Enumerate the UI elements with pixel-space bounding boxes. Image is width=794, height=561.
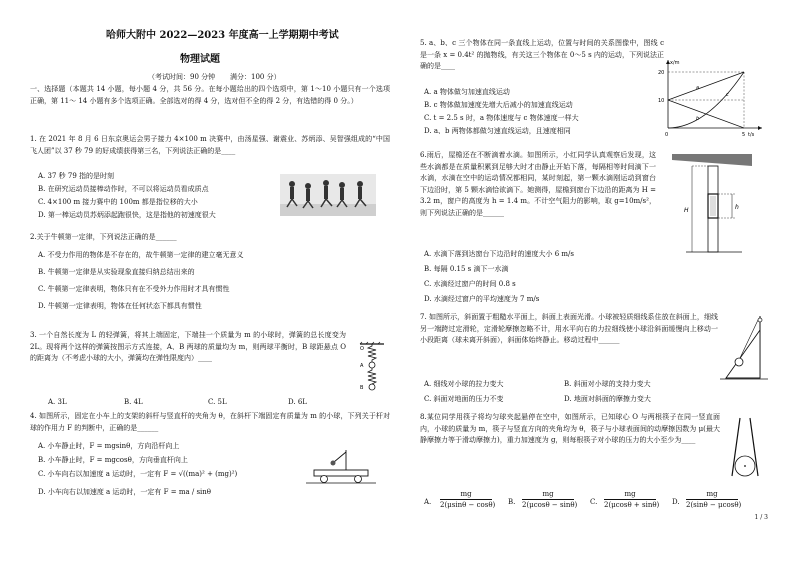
q5-xtick-5: 5 bbox=[742, 132, 746, 138]
q2-stem: 2.关于牛顿第一定律，下列说法正确的是______ bbox=[30, 233, 177, 241]
q5-option-b: B. c 物体做加速度先增大后减小的加速直线运动 bbox=[424, 101, 573, 109]
q8-option-c-bar bbox=[604, 499, 656, 500]
q6-label-h-lower: h bbox=[735, 204, 739, 211]
q1-stem: 1. 在 2021 年 8 月 6 日东京奥运会男子接力 4×100 m 决赛中，由汤星强、谢震业、苏炳添、吴智强组成的“中国飞人团”以 37 秒 79 的好成绩获得第三名，下列说法正确的是____ bbox=[30, 135, 390, 155]
q2-option-a: A. 不受力作用的物体是不存在的，故牛顿第一定律的建立毫无意义 bbox=[38, 251, 244, 259]
q3-stem: 3. 一个自然长度为 L 的轻弹簧，将其上端固定，下端挂一个质量为 m 的小球时，弹簧的总长度变为 2L。现将两个这样的弹簧按图示方式连接，A、B 两球的质量均为 m，则两球平衡时，B 球距悬点 O 的距离为（不考虑小球的大小，弹簧均在弹性限度内）____ bbox=[30, 331, 346, 363]
q8-option-d-bar bbox=[686, 499, 738, 500]
q6-option-b: B. 每隔 0.15 s 滴下一水滴 bbox=[424, 265, 509, 273]
q5-ytick-10: 10 bbox=[658, 98, 665, 104]
q6-eave-window-figure bbox=[672, 154, 758, 254]
q8-option-c-num: mg bbox=[624, 490, 636, 498]
q3-option-a: A. 3L bbox=[48, 398, 67, 406]
q8-chopsticks-figure bbox=[724, 416, 766, 482]
q5-curve-b: b bbox=[696, 116, 700, 122]
q1-runners-photo bbox=[280, 174, 376, 216]
exam-time: （考试时间：90 分钟 bbox=[148, 73, 216, 81]
q8-stem: 8.某位同学用筷子将均匀球夹起悬停在空中，如图所示，已知球心 O 与两根筷子在同一竖直面内，小球的质量为 m，筷子与竖直方向的夹角均为 θ，筷子与小球表面间的动摩擦因数为 μ(最大静摩擦力等于滑动摩擦力)，重力加速度为 g，则每根筷子对小球的压力的大小至少为____ bbox=[420, 413, 720, 445]
q1-option-d: D. 第一棒运动员苏炳添起跑很快，这是指他的初速度很大 bbox=[38, 211, 216, 219]
q7-option-c: C. 斜面对地面的压力不变 bbox=[424, 395, 504, 403]
q5-option-d: D. a、b 两物体都做匀速直线运动，且速度相同 bbox=[424, 127, 571, 135]
q4-option-a: A. 小车静止时，F = mgsinθ，方向沿杆向上 bbox=[38, 442, 180, 450]
q3-option-d: D. 6L bbox=[288, 398, 307, 406]
q6-stem: 6.雨后，屋檐还在不断滴着水滴。如图所示，小红同学认真观察后发现，这些水滴都是在质量积累到足够大时才由静止开始下落，每隔相等时间滴下一水滴，水滴在空中的运动情况都相同，某时刻起，第一颗水滴刚运动到窗台下边沿时，第 5 颗水滴恰欲滴下。她测得，屋檐到窗台下边沿的距离为 H = 3.2 m，窗户的高度为 h = 1.4 m。不计空气阻力的影响，取 g=10m/s²，则下列说法正确的是______ bbox=[420, 151, 656, 217]
q3-label-b: B bbox=[360, 385, 364, 391]
q8-option-b-num: mg bbox=[542, 490, 554, 498]
q6-option-d: D. 水滴经过窗户的平均速度为 7 m/s bbox=[424, 295, 540, 303]
q6-label-h-upper: H bbox=[684, 207, 689, 214]
q8-option-a-letter: A. bbox=[424, 498, 432, 506]
q5-stem: 5. a、b、c 三个物体在同一条直线上运动，位置与时间的关系图像中，图线 c 是一条 x = 0.4t² 的抛物线，有关这三个物体在 0～5 s 内的运动，下列说法正确的是____ bbox=[420, 39, 664, 71]
q8-option-a-den: 2(μsinθ − cosθ) bbox=[440, 501, 496, 509]
q2-option-c: C. 牛顿第一定律表明，物体只有在不受外力作用时才具有惯性 bbox=[38, 285, 230, 293]
q3-label-o: O bbox=[360, 346, 364, 352]
q1-option-b: B. 在研究运动员接棒动作时，不可以将运动员看成质点 bbox=[38, 185, 209, 193]
q8-option-a-bar bbox=[440, 499, 492, 500]
q8-option-b-den: 2(μcosθ − sinθ) bbox=[522, 501, 578, 509]
q5-xt-graph bbox=[658, 56, 766, 140]
q1-option-a: A. 37 秒 79 指的是时刻 bbox=[38, 172, 114, 180]
q5-curve-a: a bbox=[696, 85, 700, 91]
q5-option-c: C. t = 2.5 s 时，a 物体速度与 c 物体速度一样大 bbox=[424, 114, 579, 122]
q2-option-b: B. 牛顿第一定律是从实验现象直接归纳总结出来的 bbox=[38, 268, 195, 276]
q1-option-c: C. 4×100 m 接力赛中的 100m 都是指位移的大小 bbox=[38, 198, 198, 206]
q5-ytick-20: 20 bbox=[658, 70, 665, 76]
q3-option-b: B. 4L bbox=[124, 398, 143, 406]
q8-option-c-den: 2(μcosθ + sinθ) bbox=[604, 501, 660, 509]
q3-label-a: A bbox=[360, 363, 364, 369]
q8-option-d-letter: D. bbox=[672, 498, 680, 506]
q6-option-c: C. 水滴经过窗户的时间 0.8 s bbox=[424, 280, 516, 288]
q5-xlabel: t/s bbox=[748, 132, 755, 138]
q8-option-a-num: mg bbox=[460, 490, 472, 498]
q7-option-d: D. 地面对斜面的摩擦力变大 bbox=[564, 395, 651, 403]
q8-option-b-letter: B. bbox=[508, 498, 516, 506]
q5-option-a: A. a 物体做匀加速直线运动 bbox=[424, 88, 510, 96]
q5-ylabel: x/m bbox=[670, 60, 680, 66]
q4-stem: 4. 如图所示，固定在小车上的支架的斜杆与竖直杆的夹角为 θ，在斜杆下端固定有质量为 m 的小球，下列关于杆对球的作用力 F 的判断中，正确的是______ bbox=[30, 412, 390, 432]
q7-incline-figure bbox=[720, 312, 768, 382]
q8-option-c-letter: C. bbox=[590, 498, 598, 506]
q2-option-d: D. 牛顿第一定律表明，物体在任何状态下都具有惯性 bbox=[38, 302, 202, 310]
page-number: 1 / 3 bbox=[754, 514, 768, 521]
exam-score: 满分：100 分） bbox=[230, 73, 281, 81]
q7-option-a: A. 细线对小球的拉力变大 bbox=[424, 380, 504, 388]
exam-subject: 物理试题 bbox=[180, 54, 220, 65]
section1-intro: 一、选择题（本题共 14 小题，每小题 4 分，共 56 分。在每小题给出的四个选项中，第 1～10 小题只有一个选项正确，第 11～ 14 小题有多个选项正确。全部选对的得 4 分，选对但不全的得 2 分，有选错的得 0 分。） bbox=[30, 85, 390, 105]
q5-xtick-0: 0 bbox=[665, 132, 669, 138]
q4-option-c: C. 小车向右以加速度 a 运动时，一定有 F = √((ma)² + (mg)²) bbox=[38, 470, 238, 478]
q3-option-c: C. 5L bbox=[208, 398, 227, 406]
q4-option-d: D. 小车向右以加速度 a 运动时，一定有 F = ma / sinθ bbox=[38, 488, 212, 496]
q3-spring-figure bbox=[352, 342, 392, 392]
q8-option-d-num: mg bbox=[706, 490, 718, 498]
q6-option-a: A. 水滴下落到达窗台下边沿时的速度大小 6 m/s bbox=[424, 250, 574, 258]
q8-option-b-bar bbox=[522, 499, 574, 500]
q4-option-b: B. 小车静止时，F = mgcosθ，方向垂直杆向上 bbox=[38, 456, 188, 464]
q7-option-b: B. 斜面对小球的支持力变大 bbox=[564, 380, 651, 388]
q8-option-d-den: 2(sinθ − μcosθ) bbox=[686, 501, 742, 509]
q5-curve-c: c bbox=[726, 92, 729, 98]
q4-cart-figure bbox=[306, 446, 376, 486]
exam-title: 哈师大附中 2022—2023 年度高一上学期期中考试 bbox=[106, 30, 339, 41]
q7-stem: 7. 如图所示，斜面置于粗糙水平面上，斜面上表面光滑。小球被轻质细线系住放在斜面上，细线另一端跨过定滑轮，定滑轮摩擦忽略不计，用水平向右的力拉细线使小球沿斜面缓慢向上移动一小段距离（球未离开斜面），斜面体始终静止。移动过程中______ bbox=[420, 313, 718, 345]
